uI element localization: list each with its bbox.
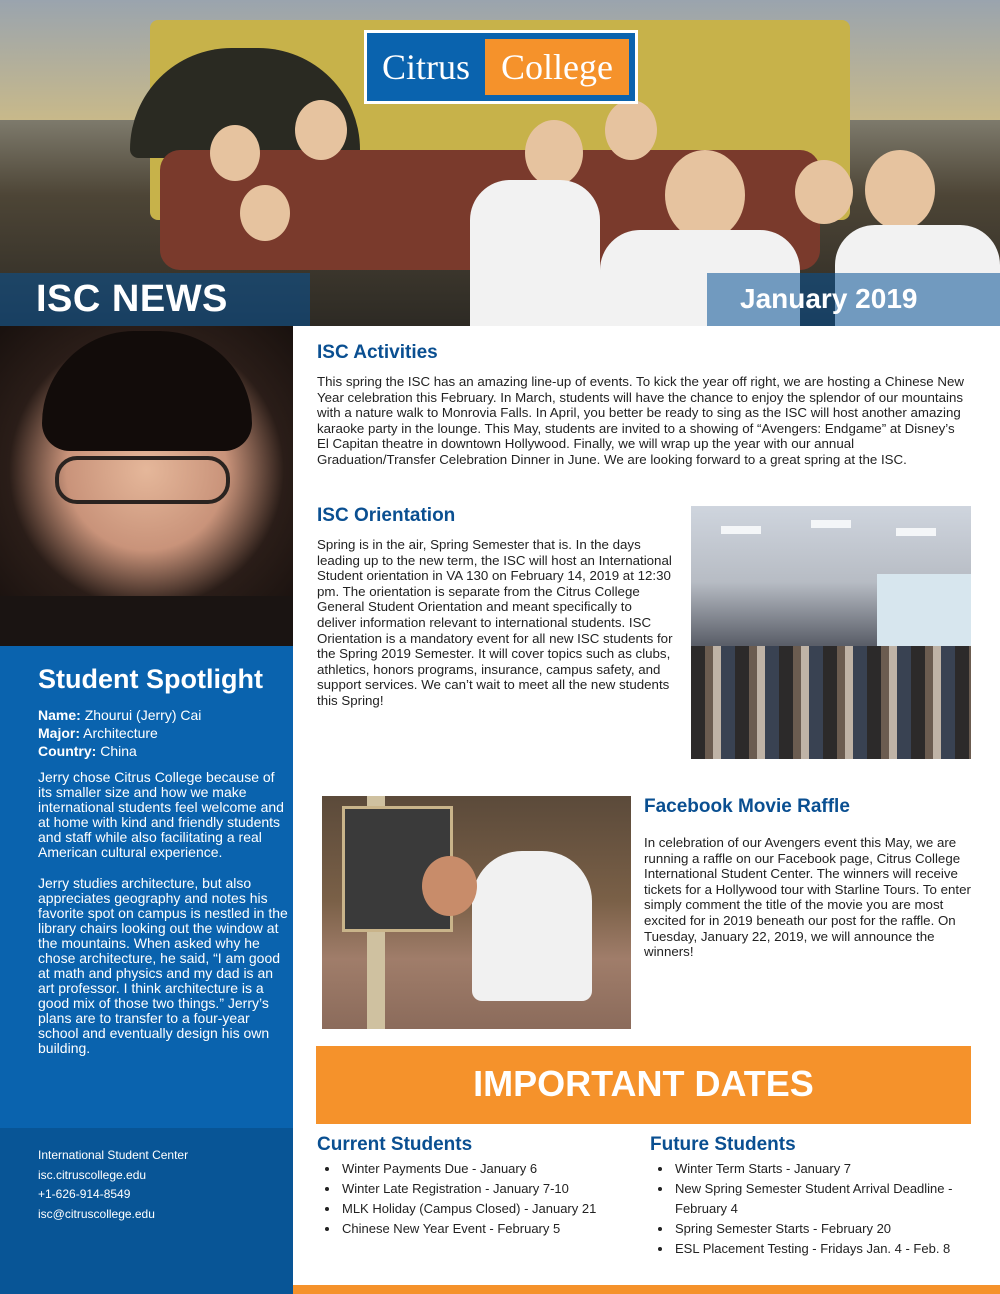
current-students-list: [322, 1159, 650, 1239]
photo-student: [472, 851, 592, 1001]
future-students-heading: Future Students: [650, 1134, 796, 1155]
fact-name: [38, 706, 201, 724]
bottom-accent-rule: [293, 1285, 1000, 1294]
fact-major: [38, 724, 201, 742]
spotlight-title: Student Spotlight: [38, 664, 263, 694]
orientation-heading: ISC Orientation: [317, 505, 456, 526]
fact-name-label: Name:: [38, 707, 81, 723]
ceiling-light: [721, 526, 761, 534]
list-item: • MLK Holiday (Campus Closed) - January 21: [340, 1199, 650, 1219]
future-students-list: [655, 1159, 993, 1259]
hero-person: [210, 125, 260, 181]
hero-person: [865, 150, 935, 230]
bio-paragraph: Jerry studies architecture, but also appreciates geography and notes his favorite spot on campus is nestled in the library chairs looking out the window at the mountains. When asked why he chose architecture, he said, “I am good at math and physics and my dad is an art professor. I think architecture is a good mix of those two things.” Jerry’s plans are to transfer to a four-year school and eventually design his own building.: [38, 875, 288, 1056]
orientation-body: Spring is in the air, Spring Semester that is. In the days leading up to the new term, the ISC will host an International Student orientation in VA 130 on February 14, 2019 at 12:30 pm. The orientation is separate from the Citrus College General Student Orientation and meant specifically to deliver information relevant to international students. ISC Orientation is a mandatory event for all new ISC students for the Spring 2019 Semester. It will cover topics such as clubs, athletics, honors programs, insurance, campus safety, and support services. We can’t wait to meet all the new students this Spring!: [317, 537, 673, 708]
activities-body: This spring the ISC has an amazing line-up of events. To kick the year off right, we are hosting a Chinese New Year celebration this February. In March, students will have the chance to enjoy the splendor of our mountains with a nature walk to Monrovia Falls. In April, you better be ready to sing as the ISC will host another amazing karaoke party in the lounge. This May, students are invited to a showing of “Avengers: Endgame” at Disney’s El Capitan theatre in downtown Hollywood. Finally, we will wrap up the year with our annual Graduation/Transfer Celebration Dinner in June. We are looking forward to a great spring at the ISC.: [317, 374, 964, 467]
list-item: • Chinese New Year Event - February 5: [340, 1219, 650, 1239]
hero-person: [665, 150, 745, 240]
fact-major-label: Major:: [38, 725, 80, 741]
logo-text-citrus: Citrus: [381, 47, 470, 87]
student-portrait: [0, 326, 293, 646]
list-item: • Winter Payments Due - January 6: [340, 1159, 650, 1179]
student-bio: [38, 770, 290, 1072]
list-item: • ESL Placement Testing - Fridays Jan. 4 - Feb. 8: [673, 1239, 993, 1259]
activities-heading: ISC Activities: [317, 342, 438, 363]
list-item: • Spring Semester Starts - February 20: [673, 1219, 993, 1239]
raffle-body: In celebration of our Avengers event this May, we are running a raffle on our Facebook page, Citrus College International Student Center. The winners will receive tickets for a Hollywood tour with Starline Tours. To enter simply comment the title of the movie you are most excited for in 2019 beneath our post for the raffle. On Tuesday, January 22, 2019, we will announce the winners!: [644, 835, 971, 960]
raffle-photo: [322, 796, 631, 1029]
hero-person: [605, 100, 657, 160]
contact-info: [38, 1146, 188, 1224]
contact-email[interactable]: isc@citruscollege.edu: [38, 1206, 155, 1221]
photo-student-head: [422, 856, 477, 916]
hero-person: [795, 160, 853, 224]
portrait-hair: [42, 331, 252, 451]
audience: [691, 646, 971, 759]
contact-website[interactable]: isc.citruscollege.edu: [38, 1167, 147, 1182]
newsletter-title: ISC NEWS: [36, 278, 228, 320]
hero-shirt: [470, 180, 600, 326]
ceiling-light: [811, 520, 851, 528]
ceiling-light: [896, 528, 936, 536]
projector-screen: [877, 574, 971, 646]
hero-person: [240, 185, 290, 241]
orientation-photo: [691, 506, 971, 759]
fact-country: [38, 742, 201, 760]
citrus-college-logo: [364, 30, 638, 104]
list-item: • New Spring Semester Student Arrival Deadline - February 4: [673, 1179, 993, 1219]
fact-major-value: Architecture: [83, 725, 158, 741]
bio-paragraph: Jerry chose Citrus College because of its smaller size and how we make international students feel welcome and at home with kind and friendly students and staff while also facilitating a real American cultural experience.: [38, 769, 284, 860]
portrait-glasses: [55, 456, 230, 504]
current-students-heading: Current Students: [317, 1134, 473, 1155]
raffle-heading: Facebook Movie Raffle: [644, 796, 850, 817]
hero-person: [525, 120, 583, 186]
fact-country-value: China: [100, 743, 137, 759]
list-item: • Winter Term Starts - January 7: [673, 1159, 993, 1179]
contact-phone: +1-626-914-8549: [38, 1187, 131, 1201]
important-dates-title: IMPORTANT DATES: [473, 1063, 814, 1104]
student-facts: [38, 706, 201, 760]
list-item: • Winter Late Registration - January 7-10: [340, 1179, 650, 1199]
contact-org: International Student Center: [38, 1148, 189, 1162]
logo-text-college: College: [485, 39, 629, 95]
portrait-shirt: [0, 596, 293, 646]
issue-date: January 2019: [740, 283, 918, 314]
fact-name-value: Zhourui (Jerry) Cai: [84, 707, 202, 723]
hero-person: [295, 100, 347, 160]
fact-country-label: Country:: [38, 743, 97, 759]
